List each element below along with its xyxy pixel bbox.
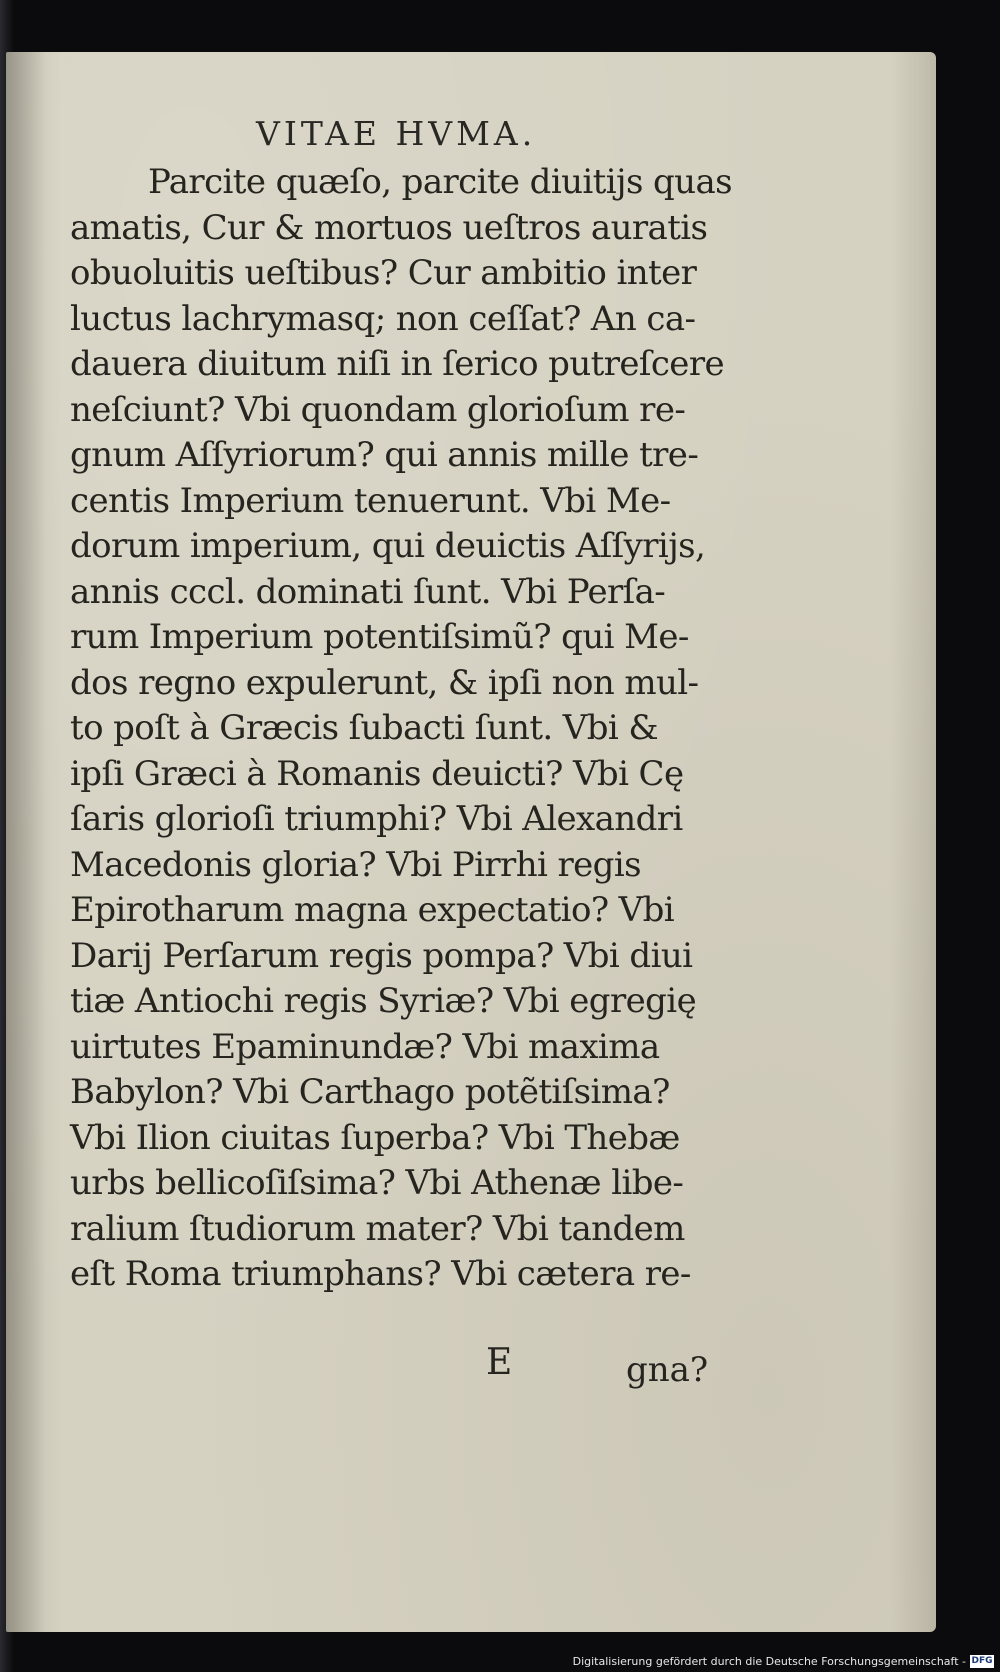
- text-line: Epirotharum magna expectatio? Vbi: [70, 890, 675, 930]
- text-line: Darij Perſarum regis pompa? Vbi diui: [70, 935, 693, 976]
- text-line: neſciunt? Vbi quondam glorioſum re-: [70, 389, 686, 430]
- digitization-credit: Digitalisierung gefördert durch die Deutsche Forschungsgemeinschaft -: [572, 1655, 966, 1668]
- body-text: [70, 160, 770, 1298]
- signature-mark: E: [486, 1342, 513, 1383]
- running-head: VITAE HVMA.: [256, 114, 537, 153]
- text-line: luctus lachrymasq; non ceſſat? An ca-: [70, 298, 696, 339]
- page-foot: [6, 1342, 936, 1392]
- text-line: eſt Roma triumphans? Vbi cætera re-: [70, 1254, 691, 1294]
- page-gutter: [6, 52, 46, 1632]
- text-line: dauera diuitum niſi in ſerico putreſcere: [70, 344, 724, 384]
- text-line: dos regno expulerunt, & ipſi non mul-: [70, 662, 699, 703]
- text-line: rum Imperium potentiſsimũ? qui Me-: [70, 617, 689, 657]
- text-line: gnum Aſſyriorum? qui annis mille tre-: [70, 435, 699, 475]
- text-line: tiæ Antiochi regis Syriæ? Vbi egregię: [70, 981, 697, 1021]
- text-line: Parcite quæſo, parcite diuitijs quas: [148, 162, 732, 202]
- text-line: urbs bellicoſiſsima? Vbi Athenæ libe-: [70, 1163, 684, 1203]
- text-line: annis cccl. dominati ſunt. Vbi Perſa-: [70, 571, 666, 612]
- text-line: Vbi Ilion ciuitas ſuperba? Vbi Thebæ: [70, 1117, 680, 1158]
- text-line: centis Imperium tenuerunt. Vbi Me-: [70, 480, 671, 521]
- catchword: gna?: [626, 1350, 709, 1390]
- text-line: ſaris glorioſi triumphi? Vbi Alexandri: [70, 799, 683, 839]
- text-line: Babylon? Vbi Carthago potẽtiſsima?: [70, 1072, 670, 1112]
- text-line: Macedonis gloria? Vbi Pirrhi regis: [70, 844, 641, 885]
- text-line: dorum imperium, qui deuictis Aſſyrijs,: [70, 526, 706, 566]
- text-line: ralium ſtudiorum mater? Vbi tandem: [70, 1208, 685, 1249]
- text-line: to poſt à Græcis ſubacti ſunt. Vbi &: [70, 708, 659, 748]
- text-line: obuoluitis ueſtibus? Cur ambitio inter: [70, 253, 697, 293]
- book-page: [6, 52, 936, 1632]
- dfg-logo: DFG: [971, 1656, 993, 1666]
- text-line: uirtutes Epaminundæ? Vbi maxima: [70, 1026, 660, 1067]
- text-line: amatis, Cur & mortuos ueſtros auratis: [70, 207, 708, 248]
- text-line: ipſi Græci à Romanis deuicti? Vbi Cę: [70, 753, 684, 794]
